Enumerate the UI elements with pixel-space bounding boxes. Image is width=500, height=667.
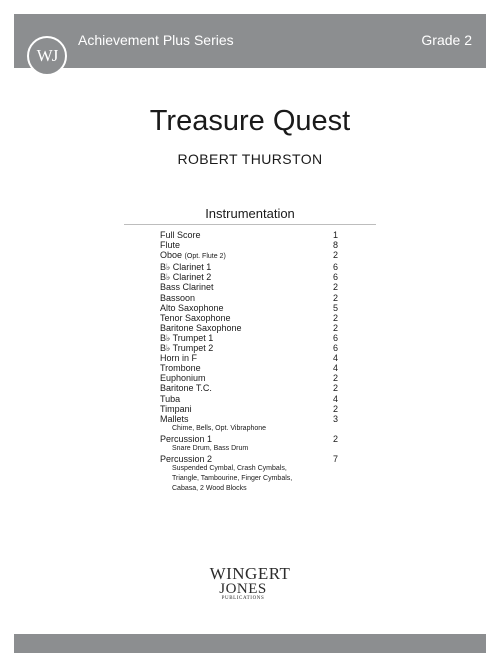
instrument-note	[160, 464, 345, 494]
publisher-logo-line2: JONES	[219, 581, 267, 597]
instrument-qty: 4	[333, 353, 339, 364]
instrument-qty: 6	[333, 272, 339, 283]
instrument-qty: 1	[333, 230, 339, 240]
instrument-qty: 4	[333, 393, 339, 404]
list-item	[160, 414, 345, 424]
list-item	[160, 272, 345, 282]
instrument-name: Baritone T.C.	[160, 383, 212, 394]
instrument-qty: 6	[333, 262, 339, 273]
list-item	[160, 394, 345, 404]
list-item	[160, 333, 345, 343]
instrument-qty: 3	[333, 413, 339, 424]
instrument-qty: 8	[333, 240, 339, 251]
composer-name: ROBERT THURSTON	[177, 151, 323, 167]
publisher-logo-line3: PUBLICATIONS	[221, 596, 265, 601]
publisher-logo	[200, 565, 300, 609]
list-item	[160, 303, 345, 313]
instrument-qty: 2	[333, 250, 339, 261]
instrumentation-list	[160, 230, 345, 494]
instrument-qty: 6	[333, 343, 339, 354]
instrument-name: Alto Saxophone	[160, 302, 224, 313]
instrument-note	[160, 444, 345, 454]
list-item	[160, 293, 345, 303]
instrument-qty: 2	[333, 383, 339, 394]
instrument-qty: 2	[333, 292, 339, 303]
heading-divider	[124, 224, 376, 225]
list-item	[160, 323, 345, 333]
instrument-name: Euphonium	[160, 373, 206, 384]
instrument-name: B♭ Clarinet 2	[160, 272, 212, 283]
instrument-name: Flute	[160, 240, 181, 251]
instrument-qty: 2	[333, 282, 339, 293]
list-item	[160, 262, 345, 272]
list-item	[160, 383, 345, 393]
list-item	[160, 353, 345, 363]
instrument-qty: 2	[333, 373, 339, 384]
list-item	[160, 454, 345, 464]
list-item	[160, 240, 345, 250]
instrument-name: Tenor Saxophone	[160, 312, 231, 323]
instrument-name: Timpani	[160, 403, 192, 414]
instrument-name: Bassoon	[160, 292, 196, 303]
list-item	[160, 250, 345, 262]
instrument-name: B♭ Clarinet 1	[160, 262, 212, 273]
wj-logo-icon: WJ	[27, 36, 67, 76]
instrument-name: Trombone	[160, 363, 201, 374]
list-item	[160, 282, 345, 292]
publisher-logo-line1: WINGERT	[209, 564, 291, 583]
instrument-name: Mallets	[160, 413, 189, 424]
instrument-qty: 4	[333, 363, 339, 374]
instrument-name: Percussion 1	[160, 433, 213, 444]
instrument-qty: 2	[333, 322, 339, 333]
note-line: Cabasa, 2 Wood Blocks	[172, 485, 247, 493]
footer-band	[14, 634, 486, 653]
note-line: Chime, Bells, Opt. Vibraphone	[172, 424, 267, 432]
instrument-qty: 5	[333, 302, 339, 313]
list-item	[160, 404, 345, 414]
instrument-name-text: Oboe	[160, 250, 183, 261]
note-line: Snare Drum, Bass Drum	[172, 444, 249, 452]
list-item	[160, 313, 345, 323]
instrument-qty: 2	[333, 312, 339, 323]
series-title: Achievement Plus Series	[78, 32, 234, 48]
instrument-qty: 2	[333, 433, 339, 444]
list-item	[160, 363, 345, 373]
instrument-name: Full Score	[160, 230, 201, 240]
instrument-name: B♭ Trumpet 2	[160, 343, 214, 354]
piece-title: Treasure Quest	[149, 105, 351, 137]
note-line: Suspended Cymbal, Crash Cymbals,	[172, 465, 287, 473]
instrument-name: Percussion 2	[160, 454, 213, 465]
instrument-name: B♭ Trumpet 1	[160, 332, 214, 343]
list-item	[160, 434, 345, 444]
grade-label: Grade 2	[421, 32, 472, 48]
instrument-name: Horn in F	[160, 353, 198, 364]
list-item	[160, 230, 345, 240]
list-item	[160, 343, 345, 353]
instrument-name: Baritone Saxophone	[160, 322, 242, 333]
instrument-note	[160, 424, 345, 434]
instrument-qty: 6	[333, 332, 339, 343]
instrument-name: Tuba	[160, 393, 181, 404]
instrumentation-heading: Instrumentation	[205, 206, 295, 221]
instrument-qty: 2	[333, 403, 339, 414]
note-line: Triangle, Tambourine, Finger Cymbals,	[172, 475, 293, 483]
instrument-name: Bass Clarinet	[160, 282, 214, 293]
instrument-inline-note: (Opt. Flute 2)	[184, 253, 226, 261]
list-item	[160, 373, 345, 383]
instrument-qty: 7	[333, 454, 339, 465]
instrument-name	[160, 250, 226, 262]
